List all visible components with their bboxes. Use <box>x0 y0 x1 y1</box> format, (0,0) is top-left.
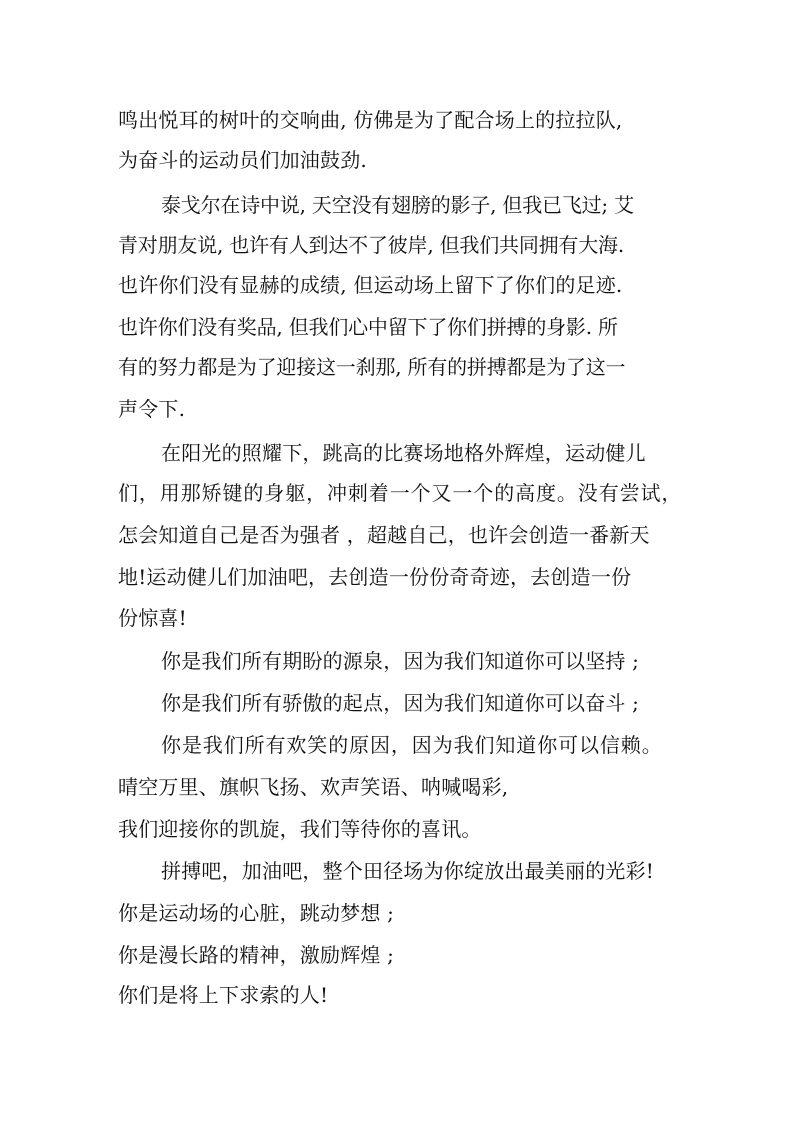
text-line-2: 为奋斗的运动员们加油鼓劲. <box>118 148 367 172</box>
text-line-10: 们，用那矫键的身躯，冲刺着一个又一个的高度。没有尝试， <box>118 481 683 505</box>
text-line-21: 你是漫长路的精神，激励辉煌 ; <box>118 943 395 967</box>
text-line-13: 份惊喜! <box>118 606 187 630</box>
text-line-19: 拼搏吧，加油吧，整个田径场为你绽放出最美丽的光彩! <box>161 859 655 883</box>
text-line-15: 你是我们所有骄傲的起点，因为我们知道你可以奋斗 ; <box>161 691 640 715</box>
text-line-12: 地!运动健儿们加油吧，去创造一份份奇奇迹，去创造一份 <box>118 565 632 589</box>
text-line-16: 你是我们所有欢笑的原因，因为我们知道你可以信赖。 <box>161 733 663 757</box>
text-line-8: 声令下. <box>118 397 186 421</box>
text-line-7: 有的努力都是为了迎接这一刹那, 所有的拼搏都是为了这一 <box>118 355 626 379</box>
text-line-11: 怎会知道自己是否为强者 ，超越自己，也许会创造一番新天 <box>118 523 650 547</box>
text-line-17: 晴空万里、旗帜飞扬、欢声笑语、呐喊喝彩, <box>118 775 509 799</box>
text-line-3: 泰戈尔在诗中说, 天空没有翅膀的影子, 但我已飞过; 艾 <box>161 193 634 217</box>
text-line-4: 青对朋友说, 也许有人到达不了彼岸, 但我们共同拥有大海. <box>118 233 624 257</box>
text-line-6: 也许你们没有奖品, 但我们心中留下了你们拼搏的身影. 所 <box>118 315 618 339</box>
text-line-22: 你们是将上下求索的人! <box>118 983 329 1007</box>
text-line-14: 你是我们所有期盼的源泉，因为我们知道你可以坚持 ; <box>161 649 640 673</box>
text-line-18: 我们迎接你的凯旋，我们等待你的喜讯。 <box>118 817 482 841</box>
text-line-1: 鸣出悦耳的树叶的交响曲, 仿佛是为了配合场上的拉拉队, <box>118 108 623 132</box>
text-line-20: 你是运动场的心脏，跳动梦想 ; <box>118 901 395 925</box>
text-line-9: 在阳光的照耀下，跳高的比赛场地格外辉煌，运动健儿 <box>161 441 646 465</box>
text-line-5: 也许你们没有显赫的成绩, 但运动场上留下了你们的足迹. <box>118 273 623 297</box>
